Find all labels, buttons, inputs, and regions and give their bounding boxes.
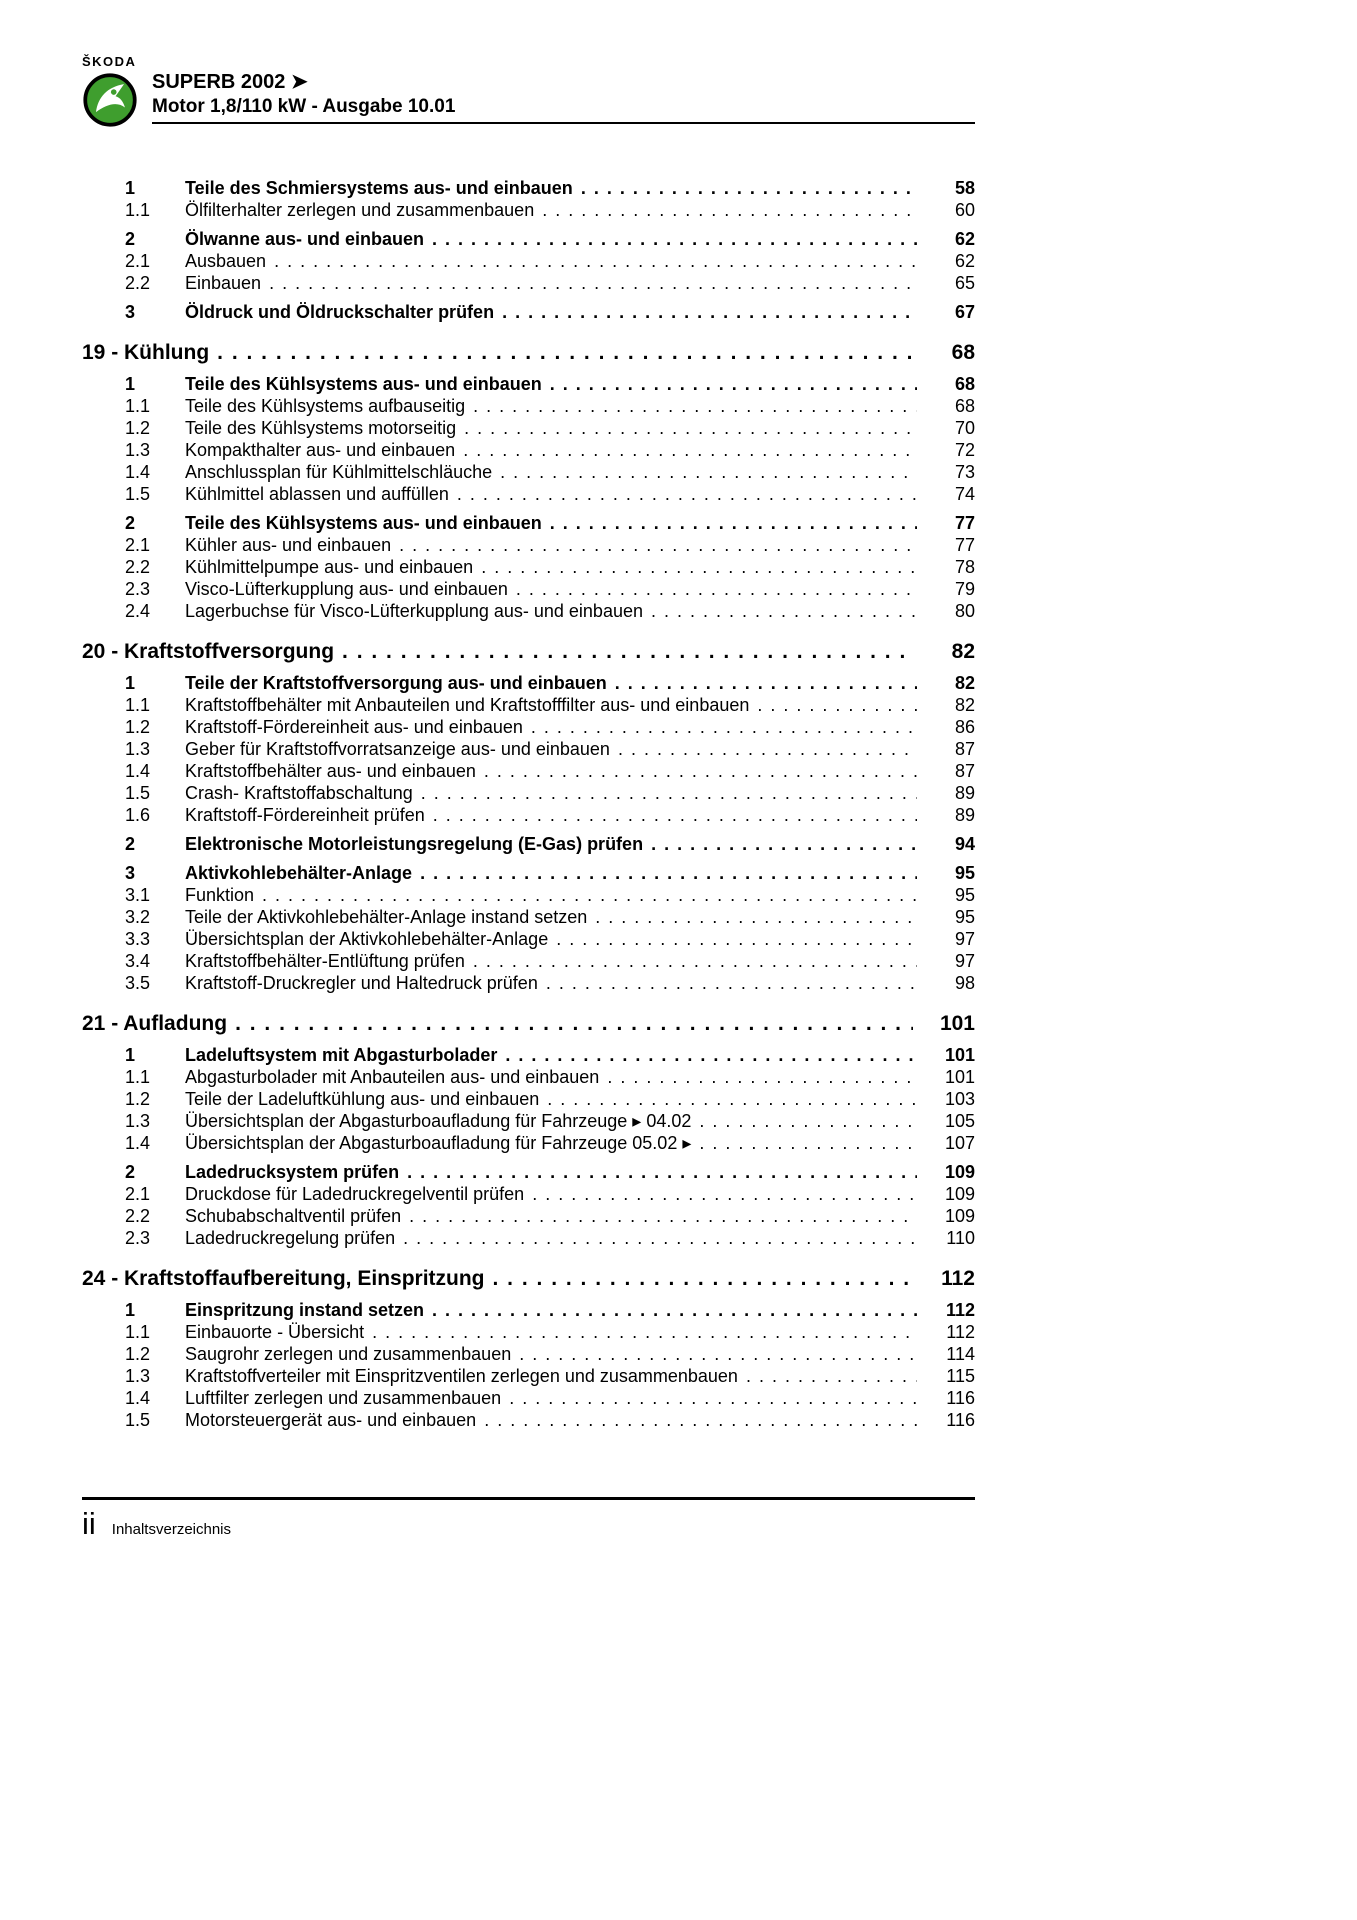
toc-entry-page: 109 <box>944 1162 975 1182</box>
toc-entry-page: 109 <box>944 1206 975 1226</box>
chapter-page-number: 82 <box>951 640 975 663</box>
toc-entry-page: 116 <box>946 1410 975 1430</box>
dot-leader <box>484 760 917 782</box>
toc-entry <box>82 782 975 804</box>
toc-entry-title: Anschlussplan für Kühlmittelschläuche <box>185 462 493 482</box>
toc-entry-page: 87 <box>954 761 975 781</box>
toc-entry <box>82 1066 975 1088</box>
toc-entry <box>82 512 975 534</box>
toc-entry <box>82 1299 975 1321</box>
toc-entry-number: 1.1 <box>125 695 151 715</box>
toc-entry <box>82 578 975 600</box>
toc-entry-number: 2 <box>125 1162 136 1182</box>
toc-entry-page: 112 <box>945 1300 975 1320</box>
toc-entry-page: 94 <box>954 834 975 854</box>
skoda-arrow-eye <box>111 89 117 95</box>
toc-entry-page: 77 <box>954 513 975 533</box>
header-divider <box>152 122 975 124</box>
dot-leader <box>342 639 913 665</box>
toc-entry <box>82 250 975 272</box>
toc-entry-page: 98 <box>954 973 975 993</box>
chapter-page-number: 112 <box>941 1267 975 1290</box>
toc-entry-number: 1.2 <box>125 717 151 737</box>
toc-entry-page: 68 <box>954 374 975 394</box>
toc-entry-page: 82 <box>954 695 975 715</box>
page-footer <box>82 1497 975 1542</box>
toc-entry <box>82 272 975 294</box>
toc-entry-title: Kraftstoffbehälter mit Anbauteilen und Kraftstofffilter aus- und einbauen <box>185 695 750 715</box>
toc-entry-page: 74 <box>954 484 975 504</box>
toc-entry-title: Crash- Kraftstoffabschaltung <box>185 783 413 803</box>
toc-entry-title: Schubabschaltventil prüfen <box>185 1206 402 1226</box>
toc-entry-number: 2.2 <box>125 1206 151 1226</box>
dot-leader <box>432 1299 917 1321</box>
dot-leader <box>403 1227 917 1249</box>
dot-leader <box>550 512 917 534</box>
toc-entry <box>82 534 975 556</box>
toc-entry-page: 101 <box>944 1045 975 1065</box>
toc-entry-number: 2.1 <box>125 1184 151 1204</box>
page-header <box>82 54 975 128</box>
chapter-page-number: 68 <box>951 341 975 364</box>
dot-leader <box>615 672 917 694</box>
toc-entry <box>82 228 975 250</box>
toc-entry-title: Einspritzung instand setzen <box>185 1300 425 1320</box>
toc-entry <box>82 672 975 694</box>
header-model-title: SUPERB 2002 ➤ <box>152 71 308 93</box>
toc-entry-page: 67 <box>954 302 975 322</box>
toc-chapter-row <box>82 340 975 366</box>
toc-entry <box>82 950 975 972</box>
toc-entry-number: 1 <box>125 178 136 198</box>
dot-leader <box>473 950 917 972</box>
toc-entry-page: 116 <box>946 1388 975 1408</box>
dot-leader <box>432 228 917 250</box>
toc-entry-title: Übersichtsplan der Aktivkohlebehälter-Anlage <box>185 929 549 949</box>
toc-entry <box>82 417 975 439</box>
toc-entry-page: 101 <box>944 1067 975 1087</box>
toc-entry <box>82 906 975 928</box>
toc-entry <box>82 1227 975 1249</box>
toc-entry-number: 2.1 <box>125 535 151 555</box>
toc-entry <box>82 177 975 199</box>
dot-leader <box>464 417 917 439</box>
toc-entry-page: 114 <box>946 1344 975 1364</box>
toc-entry-title: Teile der Ladeluftkühlung aus- und einbauen <box>185 1089 540 1109</box>
toc-entry <box>82 1387 975 1409</box>
toc-entry <box>82 199 975 221</box>
toc-entry-page: 109 <box>944 1184 975 1204</box>
toc-entry <box>82 833 975 855</box>
dot-leader <box>409 1205 917 1227</box>
dot-leader <box>235 1011 913 1037</box>
toc-entry-title: Teile des Kühlsystems aufbauseitig <box>185 396 466 416</box>
toc-entry <box>82 716 975 738</box>
toc-entry-page: 72 <box>954 440 975 460</box>
chapter-page-number: 101 <box>939 1012 975 1035</box>
toc-entry <box>82 1205 975 1227</box>
toc-entry <box>82 301 975 323</box>
toc-entry-number: 2.3 <box>125 1228 151 1248</box>
toc-entry-title: Kraftstoffverteiler mit Einspritzventilen zerlegen und zusammenbauen <box>185 1366 738 1386</box>
toc-entry-title: Ausbauen <box>185 251 267 271</box>
toc-entry <box>82 760 975 782</box>
toc-block <box>82 1011 975 1249</box>
dot-leader <box>502 301 917 323</box>
dot-leader <box>500 461 917 483</box>
dot-leader <box>509 1387 917 1409</box>
toc-entry-number: 2.2 <box>125 273 151 293</box>
toc-entry-page: 62 <box>954 251 975 271</box>
toc-entry-page: 62 <box>954 229 975 249</box>
toc-entry <box>82 556 975 578</box>
toc-entry-page: 58 <box>954 178 975 198</box>
chapter-title: 20 - Kraftstoffversorgung <box>82 640 335 663</box>
toc-entry-title: Einbauorte - Übersicht <box>185 1322 365 1342</box>
toc-entry-page: 70 <box>954 418 975 438</box>
toc-entry-number: 1 <box>125 1300 136 1320</box>
toc-entry-title: Kraftstoff-Fördereinheit aus- und einbauen <box>185 717 523 737</box>
toc-entry-page: 86 <box>954 717 975 737</box>
toc-entry-title: Kompakthalter aus- und einbauen <box>185 440 456 460</box>
toc-entry <box>82 1110 975 1132</box>
header-engine-subtitle: Motor 1,8/110 kW - Ausgabe 10.01 <box>152 96 456 117</box>
toc-entry-number: 1.6 <box>125 805 151 825</box>
toc-entry <box>82 972 975 994</box>
toc-entry-number: 1.4 <box>125 1388 151 1408</box>
toc-entry-page: 107 <box>944 1133 975 1153</box>
dot-leader <box>699 1110 917 1132</box>
toc-entry <box>82 461 975 483</box>
toc-entry-title: Teile des Kühlsystems motorseitig <box>185 418 457 438</box>
dot-leader <box>421 782 917 804</box>
dot-leader <box>746 1365 917 1387</box>
toc-entry-page: 87 <box>954 739 975 759</box>
toc-entry-title: Abgasturbolader mit Anbauteilen aus- und einbauen <box>185 1067 600 1087</box>
toc-chapter-row <box>82 639 975 665</box>
toc-entry-page: 77 <box>954 535 975 555</box>
toc-entry-title: Einbauen <box>185 273 262 293</box>
toc-entry-title: Kühlmittelpumpe aus- und einbauen <box>185 557 474 577</box>
toc-entry-number: 3.1 <box>125 885 151 905</box>
toc-entry <box>82 1183 975 1205</box>
toc-entry-number: 1.5 <box>125 484 151 504</box>
toc-entry-title: Kraftstoffbehälter-Entlüftung prüfen <box>185 951 465 971</box>
toc-entry-page: 112 <box>946 1322 975 1342</box>
toc-entry-title: Übersichtsplan der Abgasturboaufladung für Fahrzeuge 05.02 ▸ <box>185 1133 692 1153</box>
toc-entry-number: 1 <box>125 374 136 394</box>
toc-block <box>82 1266 975 1431</box>
chapter-title: 24 - Kraftstoffaufbereitung, Einspritzung <box>82 1267 485 1290</box>
skoda-logo-icon <box>82 72 138 128</box>
footer-section-label: Inhaltsverzeichnis <box>111 1521 232 1538</box>
toc-entry-page: 73 <box>954 462 975 482</box>
toc-entry <box>82 862 975 884</box>
toc-entry-title: Aktivkohlebehälter-Anlage <box>185 863 413 883</box>
toc-entry <box>82 738 975 760</box>
toc-entry-title: Teile der Kraftstoffversorgung aus- und einbauen <box>185 673 607 693</box>
toc-entry-number: 1.1 <box>125 200 151 220</box>
skoda-brand-text: ŠKODA <box>82 54 137 69</box>
toc-entry-number: 1.4 <box>125 761 151 781</box>
toc-entry-page: 60 <box>954 200 975 220</box>
dot-leader <box>420 862 917 884</box>
toc-block <box>82 340 975 622</box>
toc-entry-number: 1.1 <box>125 396 151 416</box>
toc-entry-page: 105 <box>944 1111 975 1131</box>
toc-entry <box>82 1343 975 1365</box>
dot-leader <box>607 1066 917 1088</box>
toc-entry <box>82 1132 975 1154</box>
toc-entry-number: 3.3 <box>125 929 151 949</box>
dot-leader <box>651 833 917 855</box>
toc-entry-title: Lagerbuchse für Visco-Lüfterkupplung aus- und einbauen <box>185 601 643 621</box>
toc-entry-number: 3 <box>125 863 136 883</box>
toc-entry-number: 1.2 <box>125 418 151 438</box>
toc-entry <box>82 439 975 461</box>
dot-leader <box>262 884 917 906</box>
skoda-logo <box>82 54 142 128</box>
dot-leader <box>595 906 917 928</box>
toc-chapter-row <box>82 1266 975 1292</box>
toc-entry <box>82 1088 975 1110</box>
dot-leader <box>484 1409 917 1431</box>
toc-entry-title: Geber für Kraftstoffvorratsanzeige aus- und einbauen <box>185 739 610 759</box>
toc-entry <box>82 1044 975 1066</box>
dot-leader <box>699 1132 917 1154</box>
toc-entry-number: 1.3 <box>125 1366 151 1386</box>
toc-entry-title: Ladeluftsystem mit Abgasturbolader <box>185 1045 498 1065</box>
toc-entry-page: 95 <box>954 885 975 905</box>
toc-entry-title: Ladedruckregelung prüfen <box>185 1228 396 1248</box>
dot-leader <box>399 534 917 556</box>
toc-block <box>82 639 975 994</box>
toc-entry-title: Funktion <box>185 885 255 905</box>
toc-entry-number: 1.3 <box>125 739 151 759</box>
toc-entry-number: 2.1 <box>125 251 151 271</box>
toc-entry-page: 95 <box>954 907 975 927</box>
dot-leader <box>519 1343 917 1365</box>
toc-entry <box>82 694 975 716</box>
toc-entry-page: 79 <box>954 579 975 599</box>
toc-entry-page: 68 <box>954 396 975 416</box>
toc-entry-title: Übersichtsplan der Abgasturboaufladung für Fahrzeuge ▸ 04.02 <box>185 1111 692 1131</box>
toc-entry-page: 103 <box>944 1089 975 1109</box>
toc-entry-number: 2.2 <box>125 557 151 577</box>
toc-entry-page: 80 <box>954 601 975 621</box>
toc-entry-number: 2 <box>125 513 136 533</box>
dot-leader <box>217 340 913 366</box>
dot-leader <box>493 1266 913 1292</box>
toc-entry <box>82 928 975 950</box>
toc-entry-title: Teile des Schmiersystems aus- und einbauen <box>185 178 573 198</box>
toc-entry-title: Motorsteuergerät aus- und einbauen <box>185 1410 477 1430</box>
toc-entry-number: 3.5 <box>125 973 151 993</box>
toc-entry-page: 97 <box>954 951 975 971</box>
toc-entry-number: 1.1 <box>125 1322 151 1342</box>
chapter-title: 21 - Aufladung <box>82 1012 228 1035</box>
toc-entry-number: 2 <box>125 834 136 854</box>
toc-entry-number: 1.5 <box>125 1410 151 1430</box>
toc-entry-title: Kraftstoff-Druckregler und Haltedruck prüfen <box>185 973 538 993</box>
dot-leader <box>463 439 917 461</box>
toc-entry-number: 1.1 <box>125 1067 151 1087</box>
dot-leader <box>532 1183 917 1205</box>
footer-page-number: ii <box>82 1506 96 1541</box>
dot-leader <box>550 373 917 395</box>
toc-entry-page: 82 <box>954 673 975 693</box>
toc-entry <box>82 1365 975 1387</box>
dot-leader <box>433 804 917 826</box>
chapter-title: 19 - Kühlung <box>82 341 210 364</box>
toc-entry-number: 1.3 <box>125 1111 151 1131</box>
dot-leader <box>547 1088 917 1110</box>
toc-entry-number: 1 <box>125 1045 136 1065</box>
dot-leader <box>757 694 917 716</box>
toc-entry-title: Ölwanne aus- und einbauen <box>185 229 425 249</box>
toc-entry-number: 3.4 <box>125 951 151 971</box>
toc-entry-title: Kühlmittel ablassen und auffüllen <box>185 484 449 504</box>
toc-entry-number: 1.5 <box>125 783 151 803</box>
toc-entry-page: 89 <box>954 783 975 803</box>
toc-entry-title: Druckdose für Ladedruckregelventil prüfen <box>185 1184 525 1204</box>
dot-leader <box>542 199 917 221</box>
dot-leader <box>407 1161 917 1183</box>
toc-entry-number: 1.2 <box>125 1089 151 1109</box>
dot-leader <box>531 716 917 738</box>
toc-entry-title: Elektronische Motorleistungsregelung (E-Gas) prüfen <box>185 834 644 854</box>
dot-leader <box>505 1044 917 1066</box>
toc-entry-title: Ladedrucksystem prüfen <box>185 1162 400 1182</box>
toc-entry-page: 115 <box>946 1366 975 1386</box>
toc-entry <box>82 483 975 505</box>
toc-entry-page: 97 <box>954 929 975 949</box>
dot-leader <box>372 1321 917 1343</box>
toc-entry-number: 3 <box>125 302 136 322</box>
toc-entry-title: Visco-Lüfterkupplung aus- und einbauen <box>185 579 508 599</box>
toc-entry-title: Teile des Kühlsystems aus- und einbauen <box>185 513 542 533</box>
toc-entry-title: Kühler aus- und einbauen <box>185 535 392 555</box>
toc-entry-number: 1 <box>125 673 136 693</box>
dot-leader <box>269 272 917 294</box>
toc-entry-title: Teile der Aktivkohlebehälter-Anlage instand setzen <box>185 907 588 927</box>
dot-leader <box>274 250 917 272</box>
toc-entry-title: Kraftstoff-Fördereinheit prüfen <box>185 805 425 825</box>
dot-leader <box>618 738 917 760</box>
toc-entry-page: 110 <box>946 1228 975 1248</box>
dot-leader <box>581 177 917 199</box>
dot-leader <box>516 578 917 600</box>
toc-entry-title: Saugrohr zerlegen und zusammenbauen <box>185 1344 512 1364</box>
header-text <box>152 54 975 124</box>
toc-entry-title: Luftfilter zerlegen und zusammenbauen <box>185 1388 502 1408</box>
toc-entry-number: 2 <box>125 229 136 249</box>
toc-entry-title: Ölfilterhalter zerlegen und zusammenbauen <box>185 200 535 220</box>
toc-entry <box>82 1161 975 1183</box>
toc-chapter-row <box>82 1011 975 1037</box>
toc-entry-title: Teile des Kühlsystems aus- und einbauen <box>185 374 542 394</box>
toc-entry <box>82 884 975 906</box>
toc-entry-page: 95 <box>954 863 975 883</box>
table-of-contents <box>82 170 975 1431</box>
toc-entry-number: 2.4 <box>125 601 151 621</box>
toc-entry <box>82 804 975 826</box>
toc-entry-number: 1.2 <box>125 1344 151 1364</box>
dot-leader <box>651 600 917 622</box>
dot-leader <box>473 395 917 417</box>
toc-entry <box>82 1321 975 1343</box>
toc-entry-page: 78 <box>954 557 975 577</box>
toc-entry <box>82 395 975 417</box>
toc-entry <box>82 373 975 395</box>
dot-leader <box>556 928 917 950</box>
toc-entry-number: 2.3 <box>125 579 151 599</box>
toc-entry-title: Öldruck und Öldruckschalter prüfen <box>185 302 495 322</box>
toc-entry <box>82 600 975 622</box>
toc-entry-page: 65 <box>954 273 975 293</box>
toc-entry-number: 1.4 <box>125 462 151 482</box>
toc-entry-title: Kraftstoffbehälter aus- und einbauen <box>185 761 476 781</box>
toc-block <box>82 177 975 323</box>
toc-entry-page: 89 <box>954 805 975 825</box>
toc-entry-number: 1.3 <box>125 440 151 460</box>
toc-entry <box>82 1409 975 1431</box>
toc-entry-number: 3.2 <box>125 907 151 927</box>
toc-entry-number: 1.4 <box>125 1133 151 1153</box>
dot-leader <box>481 556 917 578</box>
dot-leader <box>546 972 917 994</box>
dot-leader <box>457 483 917 505</box>
